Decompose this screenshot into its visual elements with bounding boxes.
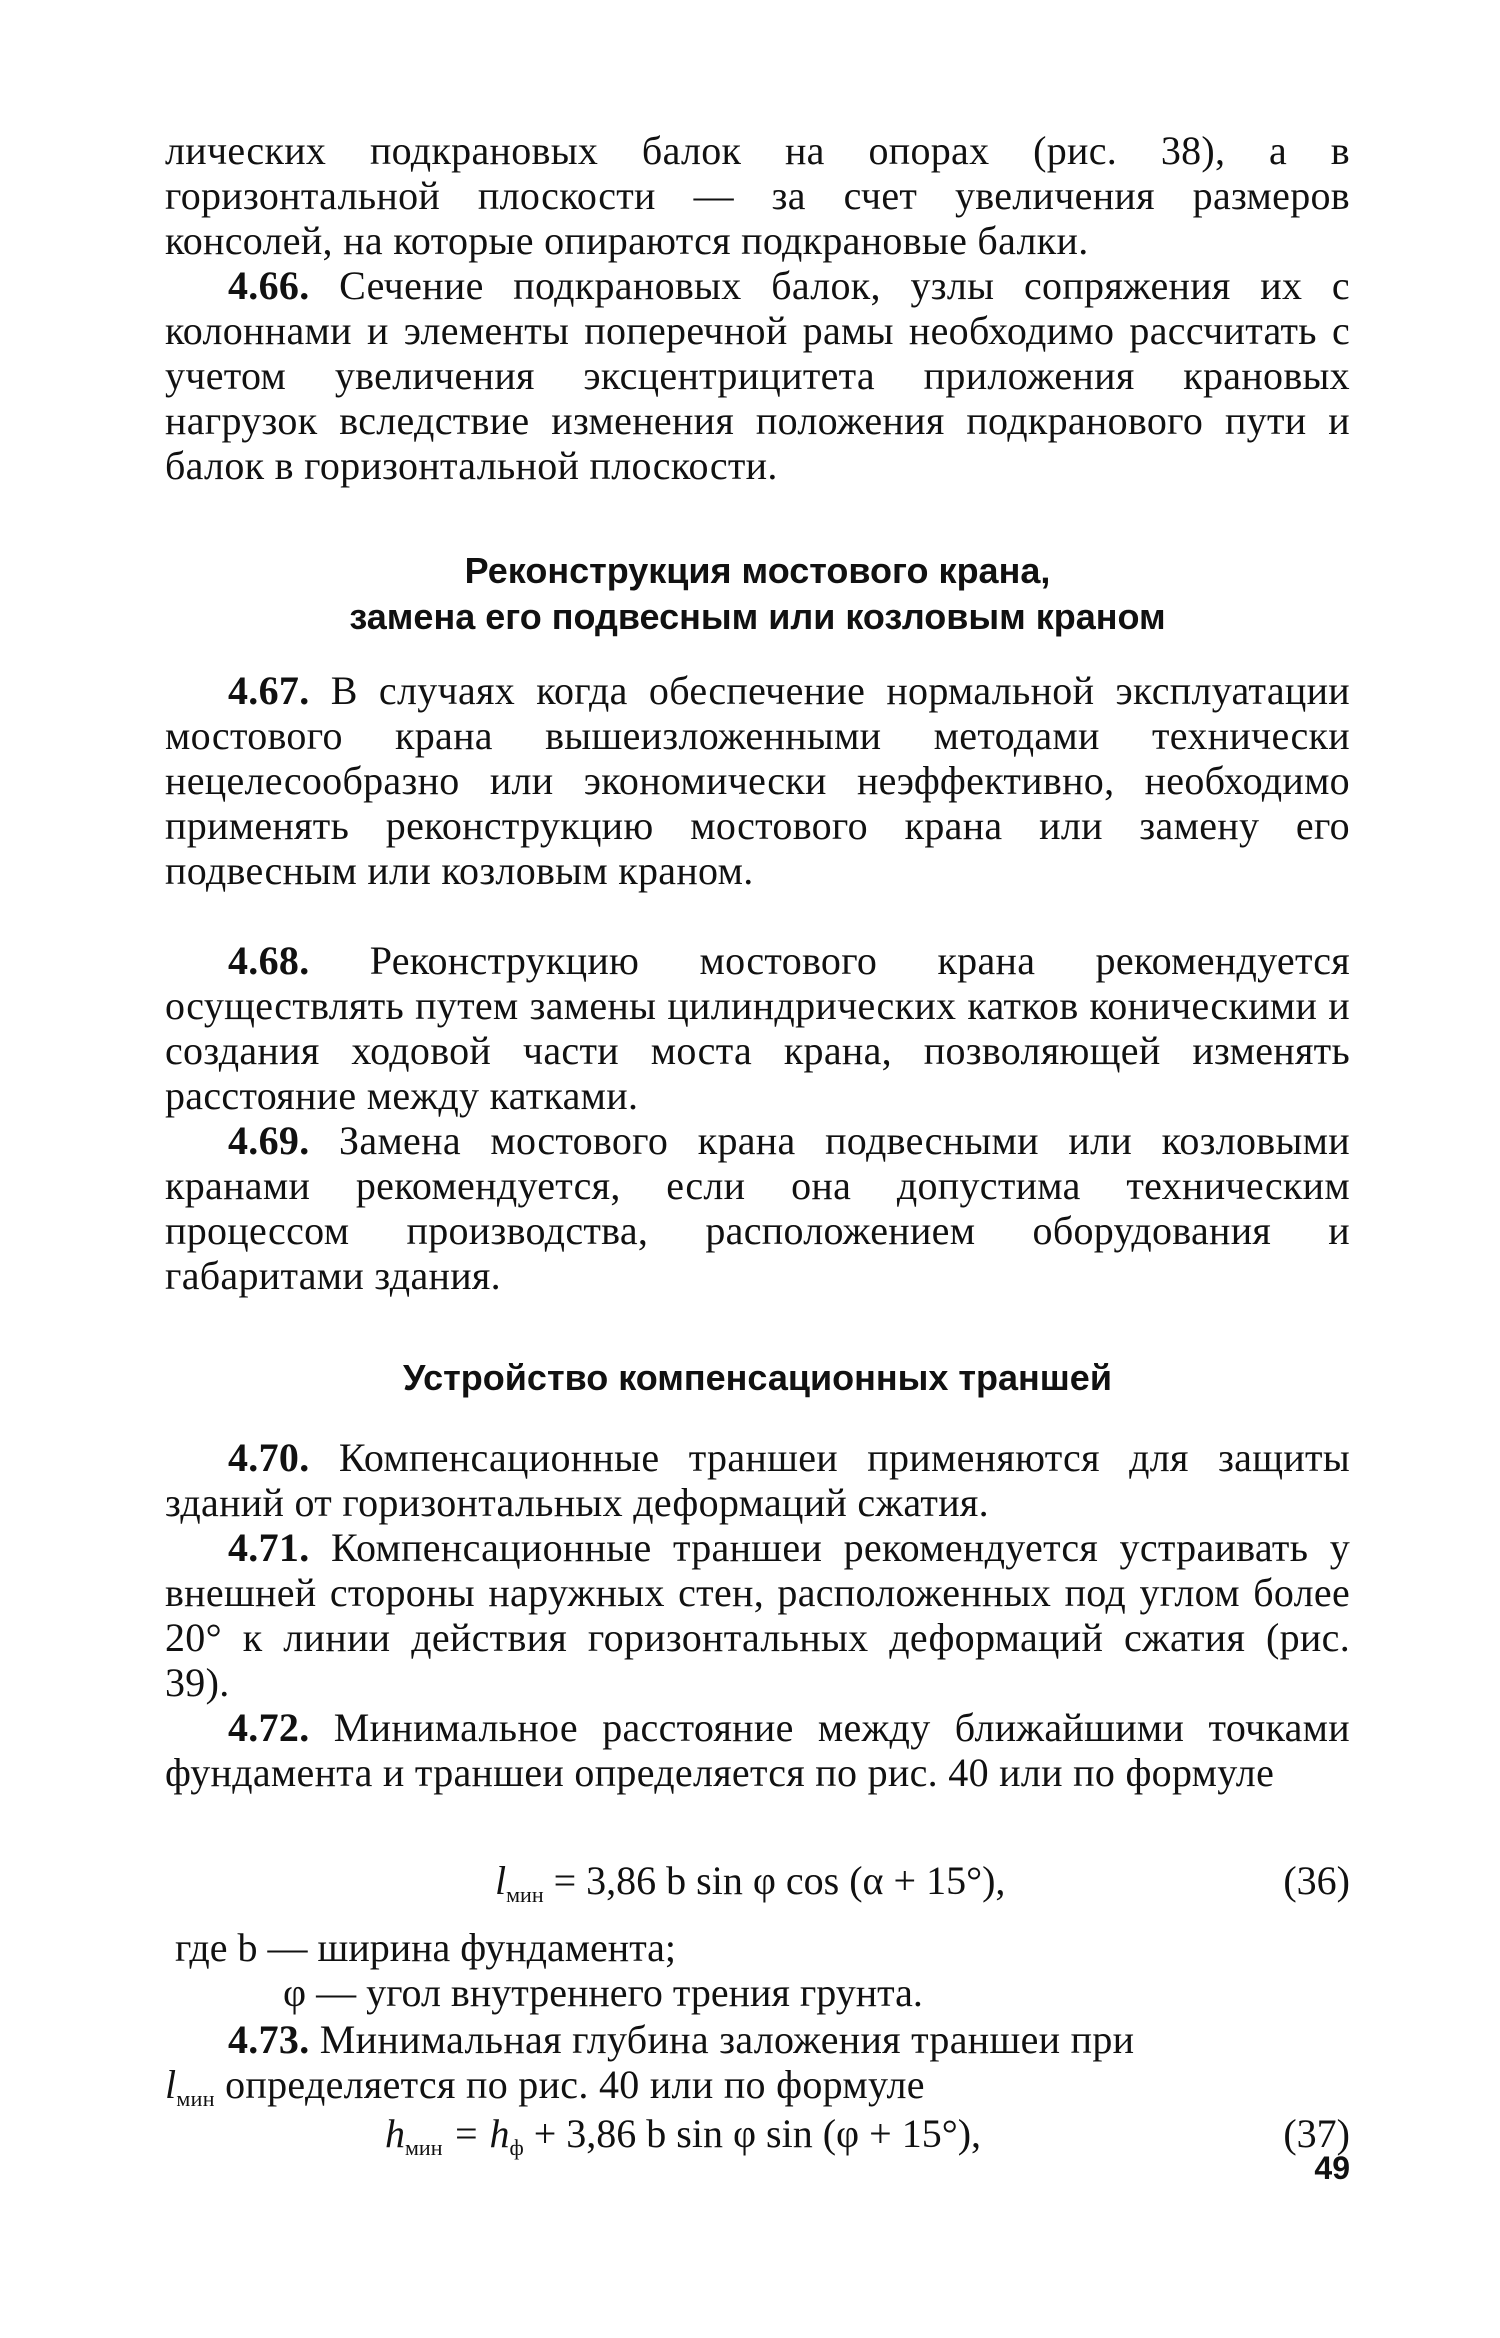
paragraph-4-67 [165,668,1350,893]
paragraph-text: определяется по рис. 40 или по формуле [225,2062,925,2107]
paragraph-number: 4.66. [228,263,310,308]
paragraph-text: Минимальное расстояние между ближайшими точками фундамента и траншеи определяется по рис. 40 или по формуле [165,1705,1350,1795]
paragraph-4-72 [165,1705,1350,1795]
formula-rhs: = 3,86 b sin φ cos (α + 15°), [543,1858,1006,1903]
formula-rhs: + 3,86 b sin φ sin (φ + 15°), [523,2111,982,2156]
paragraph-text: Реконструкцию мостового крана рекомендуется осуществлять путем замены цилиндрических катков коническими и создания ходовой части моста крана, позволяющей изменять расстояние между катками. [165,938,1350,1118]
paragraph-number: 4.67. [228,668,310,713]
formula-variable: h [385,2111,405,2156]
heading-line: Устройство компенсационных траншей [403,1357,1112,1398]
paragraph-continuation [165,128,1350,263]
paragraph-text: Компенсационные траншеи применяются для защиты зданий от горизонтальных деформаций сжатия. [165,1435,1350,1525]
paragraph-number: 4.71. [228,1525,310,1570]
formula-variable: l [495,1858,507,1903]
paragraph-number: 4.72. [228,1705,310,1750]
paragraph-4-70 [165,1435,1350,1525]
formula-subscript: мин [405,2135,443,2160]
paragraph-4-73 [165,2017,1350,2121]
page-number: 49 [1314,2150,1350,2186]
section-heading-crane [165,548,1350,640]
equation-number: (37) [1283,2111,1350,2156]
paragraph-4-71 [165,1525,1350,1705]
formula-variable: l [165,2062,177,2107]
paragraph-text: Минимальная глубина заложения траншеи при [309,2017,1135,2062]
heading-line: Реконструкция мостового крана, [464,550,1051,591]
paragraph-text: Замена мостового крана подвесными или козловыми кранами рекомендуется, если она допустима техническим процессом производства, расположением оборудования и габаритами здания. [165,1118,1350,1298]
paragraph-number: 4.68. [228,938,310,983]
paragraph-text: В случаях когда обеспечение нормальной эксплуатации мостового крана вышеизложенными методами технически нецелесообразно или экономически неэффективно, необходимо применять реконструкцию мостового крана или замену его подвесным или козловым краном. [165,668,1350,893]
formula-subscript: ф [509,2135,524,2160]
paragraph-4-66 [165,263,1350,488]
paragraph-4-68 [165,938,1350,1118]
paragraph-text: лических подкрановых балок на опорах (рис. 38), а в горизонтальной плоскости — за счет увеличения размеров консолей, на которые опираются подкрановые балки. [165,128,1350,263]
equation-number: (36) [1283,1858,1350,1903]
formula-subscript: мин [176,2086,215,2111]
where-b: где b — ширина фундамента; [175,1925,677,1970]
formula-37 [165,2108,1350,2160]
paragraph-text: Сечение подкрановых балок, узлы сопряжения их с колоннами и элементы поперечной рамы необходимо рассчитать с учетом увеличения эксцентрицитета приложения крановых нагрузок вследствие изменения положения подкранового пути и балок в горизонтальной плоскости. [165,263,1350,488]
paragraph-number: 4.70. [228,1435,310,1480]
paragraph-number: 4.69. [228,1118,310,1163]
formula-expression [385,2108,981,2174]
section-heading-trenches [165,1355,1350,1401]
formula-subscript: мин [506,1882,544,1907]
formula-36 [165,1855,1350,1907]
where-phi: φ — угол внутреннего трения грунта. [283,1970,923,2015]
paragraph-number: 4.73. [228,2017,310,2062]
heading-line: замена его подвесным или козловым краном [349,596,1166,637]
formula-variable: = h [442,2111,510,2156]
paragraph-text: Компенсационные траншеи рекомендуется устраивать у внешней стороны наружных стен, расположенных под углом более 20° к линии действия горизонтальных деформаций сжатия (рис. 39). [165,1525,1350,1705]
formula-expression [495,1855,1005,1921]
paragraph-4-69 [165,1118,1350,1298]
